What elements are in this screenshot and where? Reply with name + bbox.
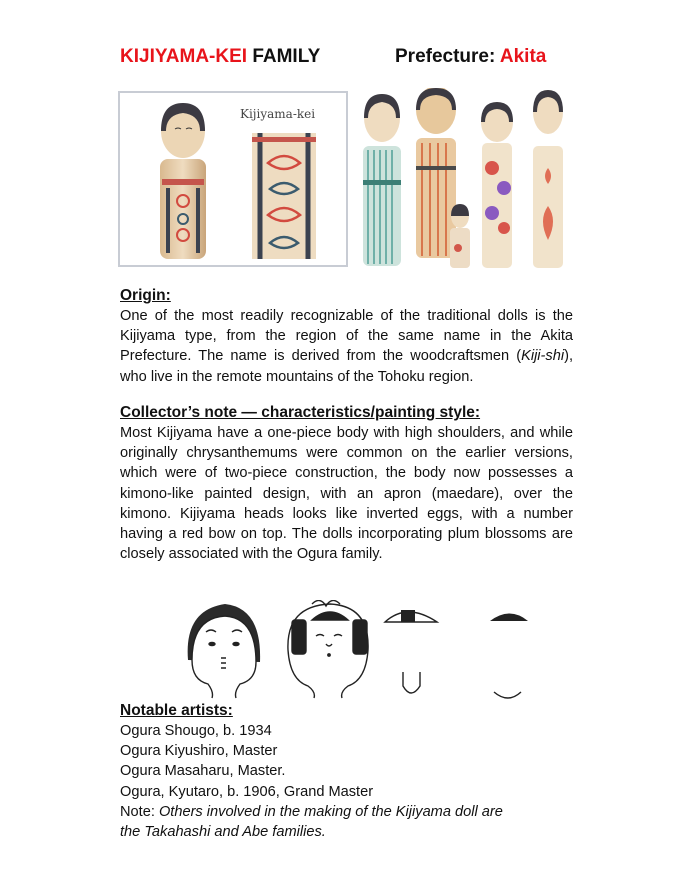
artist-item: Ogura Masaharu, Master.: [120, 763, 286, 780]
family-suffix: FAMILY: [247, 46, 321, 67]
face-front: [188, 604, 260, 698]
collector-text: Most Kijiyama have a one-piece body with high shoulders, and while originally chrysanthemums were common on the earlier versions, which were of two-piece construction, the body now possesses a kimono-like painted design, with an apron (maedare), over the kimono. Kijiyama heads looks like inverted eggs, with a number having a red bow on top. The dolls incorporating plum blossoms are closely associated with the Ogura family.: [120, 425, 573, 563]
note-text-1: Others involved in the making of the Kijiyama doll are: [158, 803, 503, 820]
doll-detail: [252, 133, 316, 259]
doll-slender: [533, 90, 563, 268]
origin-text-1: One of the most readily recognizable of the traditional dolls is the Kijiyama type, from the region of the same name in the Akita Prefecture. The name is derived from the woodcraftsmen (: [120, 308, 573, 365]
eyebrow-detail: [490, 614, 528, 699]
artist-item: Ogura Kiyushiro, Master: [120, 743, 278, 760]
artists-note: [120, 802, 573, 822]
artists-heading: Notable artists:: [120, 702, 233, 719]
artists-note-cont: [120, 822, 573, 842]
origin-text-2: ), who live in the remote mountains of the Tohoku region.: [120, 348, 573, 385]
prefecture-title: [395, 46, 546, 68]
face-drawings: [170, 600, 540, 700]
face-bow: [288, 600, 368, 698]
doll-small: [450, 204, 470, 268]
origin-heading: Origin:: [120, 287, 171, 304]
doll-figure: [160, 103, 206, 259]
prefecture-value: Akita: [499, 46, 547, 67]
artist-item: Ogura, Kyutaro, b. 1906, Grand Master: [120, 783, 374, 800]
kijiyama-doll-photo: [118, 91, 348, 267]
eye-detail: [385, 610, 437, 693]
prefecture-label: Prefecture:: [395, 46, 500, 67]
doll-floral: [481, 102, 513, 268]
origin-text-italic: Kiji-shi: [521, 348, 565, 365]
note-text-2: the Takahashi and Abe families.: [120, 824, 326, 841]
collector-heading: Collector’s note — characteristics/painting style:: [120, 404, 481, 421]
doll-striped-green: [363, 94, 401, 266]
origin-text: [120, 306, 573, 387]
note-label: Note:: [120, 803, 159, 820]
artist-item: Ogura Shougo, b. 1934: [120, 723, 272, 739]
photo-caption: Kijiyama-kei: [240, 107, 316, 121]
artists-list: [120, 721, 573, 842]
family-name: KIJIYAMA-KEI: [120, 46, 248, 67]
family-title: [120, 46, 320, 68]
doll-family-photo: [358, 88, 573, 270]
